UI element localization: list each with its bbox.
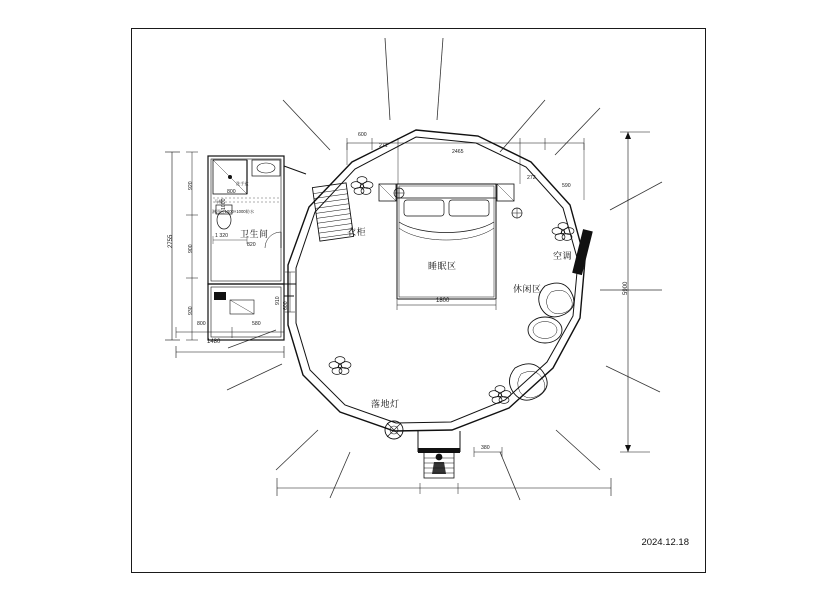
dim-top-chain-5: 590	[562, 183, 571, 189]
dim-overall-height: 5900	[623, 281, 629, 295]
dim-bath-inner-1: 1 320	[215, 233, 228, 239]
dim-bath-inner-4: 1000	[221, 198, 227, 210]
zone-label-wardrobe: 衣柜	[347, 227, 367, 237]
dim-top-chain-4: 272	[527, 175, 536, 181]
zone-label-leisure-area: 休闲区	[513, 284, 542, 294]
title-date: 2024.12.18	[641, 537, 689, 548]
dim-top-chain-3: 2465	[452, 149, 464, 155]
dim-left-row-3: 930	[188, 306, 194, 315]
dim-left-row-2: 900	[188, 244, 194, 253]
dim-left-block-width: 1480	[207, 339, 221, 345]
zone-label-sleeping-area: 睡眠区	[428, 261, 457, 271]
dim-left-bottom-2: 580	[252, 321, 261, 327]
dim-bath-inner-3: 800	[227, 189, 236, 195]
zone-label-bathroom: 卫生间	[240, 229, 269, 239]
zone-label-air-conditioner: 空调	[553, 251, 573, 261]
dim-top-chain-1: 600	[358, 132, 367, 138]
dim-bath-inner-5: 600	[283, 301, 289, 310]
dim-door-offset: 910	[275, 296, 281, 305]
dim-top-chain-2: 271	[379, 143, 388, 149]
note-basin: 洗手盆	[236, 181, 249, 186]
dim-left-bottom-1: 800	[197, 321, 206, 327]
dim-left-block-total: 2755	[168, 234, 174, 248]
note-toilet: 马桶	[214, 199, 223, 204]
dim-door-width: 380	[481, 445, 490, 451]
dim-bath-inner-2: 820	[247, 242, 256, 248]
note-shower-waterproof: 淋浴区1000×1000防水	[212, 209, 255, 214]
dim-bed-width: 1800	[436, 298, 450, 304]
zone-label-floor-lamp: 落地灯	[371, 399, 400, 409]
dim-left-row-1: 920	[188, 181, 194, 190]
